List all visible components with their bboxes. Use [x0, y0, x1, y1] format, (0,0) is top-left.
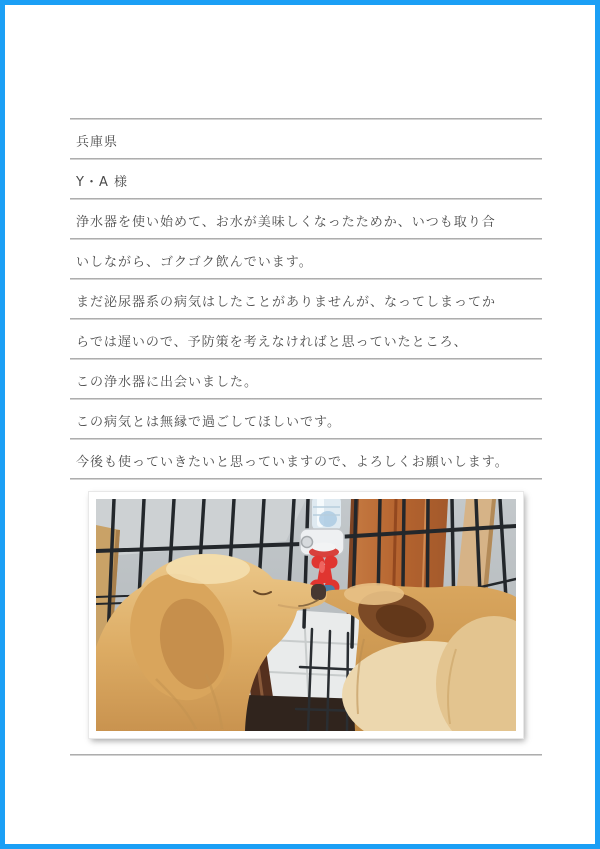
- testimonial-line: 浄水器を使い始めて、お水が美味しくなったためか、いつも取り合: [76, 215, 496, 230]
- testimonial-line: まだ泌尿器系の病気はしたことがありませんが、なってしまってか: [76, 295, 497, 310]
- rule-line: [70, 478, 542, 480]
- testimonial-line: らでは遅いので、予防策を考えなければと思っていたところ、: [76, 335, 468, 350]
- testimonial-line: この病気とは無縁で過ごしてほしいです。: [76, 415, 341, 430]
- testimonial-line: 今後も使っていきたいと思っていますので、よろしくお願いします。: [76, 455, 509, 470]
- testimonial-content: [70, 118, 542, 756]
- testimonial-line: Y・A 様: [76, 175, 128, 190]
- testimonial-rows: [70, 118, 542, 480]
- dogs-photo: [89, 492, 523, 738]
- bottom-rule: [70, 754, 542, 756]
- dogs-photo-illustration: [96, 499, 516, 731]
- testimonial-line: いしながら、ゴクゴク飲んでいます。: [76, 255, 313, 270]
- testimonial-line: この浄水器に出会いました。: [76, 375, 259, 390]
- testimonial-line: 兵庫県: [76, 135, 119, 150]
